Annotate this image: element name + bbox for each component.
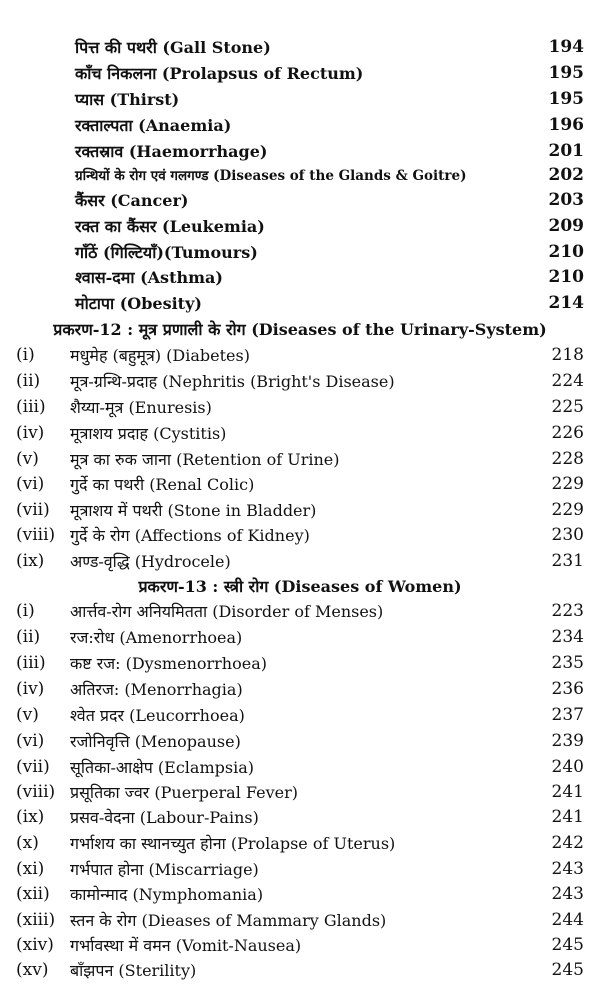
toc-entry [0, 239, 600, 264]
toc-entry [0, 471, 600, 496]
toc-entry [0, 446, 600, 471]
toc-entry [0, 138, 600, 163]
toc-entry-number: (ii) [16, 370, 41, 391]
toc-entry [0, 650, 600, 675]
toc-entry-number: (xiii) [16, 909, 56, 930]
toc-entry-page: 241 [551, 806, 584, 827]
toc-entry-title: मूत्र-ग्रन्थि-प्रदाह (Nephritis (Bright's Disease) [70, 371, 395, 391]
toc-entry [0, 86, 600, 111]
toc-entry-page: 228 [551, 448, 584, 469]
toc-entry [0, 342, 600, 367]
toc-entry-title: मोटापा (Obesity) [75, 293, 202, 313]
toc-entry-title: आर्त्तव-रोग अनियमितता (Disorder of Menses) [70, 601, 384, 621]
toc-entry-page: 195 [548, 62, 584, 83]
toc-entry [0, 804, 600, 829]
toc-entry-title: गुर्दे का पथरी (Renal Colic) [70, 474, 255, 494]
toc-entry-title: रजोनिवृत्ति (Menopause) [70, 731, 241, 751]
toc-entry-number: (ix) [16, 550, 45, 571]
toc-entry [0, 548, 600, 573]
toc-entry-title: मूत्राशय में पथरी (Stone in Bladder) [70, 500, 317, 520]
toc-entry [0, 957, 600, 982]
toc-entry-page: 231 [551, 550, 584, 571]
toc-entry-page: 234 [551, 626, 584, 647]
toc-entry [0, 290, 600, 315]
toc-entry-title: ग्रन्थियों के रोग एवं गलगण्ड (Diseases of the Glands & Goitre) [75, 167, 467, 184]
toc-entry-title: गाँठें (गिल्टियाँ)(Tumours) [75, 242, 258, 262]
toc-entry [0, 856, 600, 881]
toc-entry-page: 223 [551, 600, 584, 621]
toc-entry-page: 196 [548, 114, 584, 135]
toc-entry-number: (ix) [16, 806, 45, 827]
toc-entry-page: 244 [551, 909, 584, 930]
toc-entry-number: (ii) [16, 626, 41, 647]
toc-entry-number: (vii) [16, 756, 50, 777]
toc-entry-page: 224 [551, 370, 584, 391]
toc-entry-page: 243 [551, 858, 584, 879]
toc-entry-title: गर्भपात होना (Miscarriage) [70, 859, 259, 879]
toc-entry-number: (i) [16, 600, 35, 621]
toc-entry-number: (vi) [16, 473, 45, 494]
toc-entry-page: 210 [548, 241, 584, 262]
toc-entry-number: (vii) [16, 499, 50, 520]
toc-entry [0, 187, 600, 212]
toc-entry-title: गुर्दे के रोग (Affections of Kidney) [70, 525, 310, 545]
toc-entry-page: 229 [551, 473, 584, 494]
toc-entry-title: प्रसव-वेदना (Labour-Pains) [70, 807, 259, 827]
toc-entry-title: रक्त का कैंसर (Leukemia) [75, 216, 265, 236]
toc-entry-number: (xiv) [16, 934, 54, 955]
toc-entry [0, 907, 600, 932]
toc-entry [0, 598, 600, 623]
toc-entry-number: (viii) [16, 524, 56, 545]
toc-entry [0, 368, 600, 393]
toc-entry-title: मूत्राशय प्रदाह (Cystitis) [70, 423, 227, 443]
toc-entry-number: (v) [16, 448, 39, 469]
toc-entry [0, 420, 600, 445]
toc-entry-number: (iii) [16, 396, 46, 417]
toc-entry-page: 239 [551, 730, 584, 751]
toc-entry [0, 213, 600, 238]
toc-entry-page: 245 [551, 959, 584, 980]
toc-entry [0, 264, 600, 289]
toc-entry-page: 225 [551, 396, 584, 417]
toc-entry-page: 214 [548, 292, 584, 313]
toc-entry-page: 218 [551, 344, 584, 365]
toc-entry-title: मधुमेह (बहुमूत्र) (Diabetes) [70, 345, 250, 365]
toc-entry-title: पित्त की पथरी (Gall Stone) [75, 37, 271, 57]
toc-entry-title: प्यास (Thirst) [75, 89, 180, 109]
toc-entry-page: 209 [548, 215, 584, 236]
toc-entry [0, 932, 600, 957]
chapter-heading: प्रकरण-12 : मूत्र प्रणाली के रोग (Diseases of the Urinary-System) [53, 320, 547, 339]
toc-entry-number: (xi) [16, 858, 45, 879]
toc-entry-title: शैय्या-मूत्र (Enuresis) [70, 397, 212, 417]
toc-entry [0, 112, 600, 137]
toc-entry-title: रक्तस्राव (Haemorrhage) [75, 141, 268, 161]
toc-entry-page: 242 [551, 832, 584, 853]
toc-entry-number: (iv) [16, 678, 45, 699]
toc-entry [0, 522, 600, 547]
toc-entry-title: मूत्र का रुक जाना (Retention of Urine) [70, 449, 340, 469]
toc-entry-page: 236 [551, 678, 584, 699]
toc-entry-page: 229 [551, 499, 584, 520]
toc-entry-title: अण्ड-वृद्धि (Hydrocele) [70, 551, 231, 571]
toc-entry-number: (xii) [16, 883, 50, 904]
toc-entry-page: 235 [551, 652, 584, 673]
toc-entry [0, 497, 600, 522]
toc-entry-title: श्वेत प्रदर (Leucorrhoea) [70, 705, 245, 725]
toc-entry-page: 245 [551, 934, 584, 955]
toc-entry-page: 230 [551, 524, 584, 545]
toc-entry-title: गर्भाशय का स्थानच्युत होना (Prolapse of Uterus) [70, 833, 396, 853]
toc-entry-page: 203 [548, 189, 584, 210]
toc-entry-title: प्रसूतिका ज्वर (Puerperal Fever) [70, 782, 299, 802]
toc-entry-title: रज:रोध (Amenorrhoea) [70, 627, 243, 647]
toc-entry [0, 162, 600, 187]
toc-entry-number: (viii) [16, 781, 56, 802]
toc-entry-title: गर्भावस्था में वमन (Vomit-Nausea) [70, 935, 302, 955]
toc-entry-page: 226 [551, 422, 584, 443]
toc-entry-title: रक्ताल्पता (Anaemia) [75, 115, 232, 135]
toc-entry-number: (iii) [16, 652, 46, 673]
toc-entry-page: 202 [548, 164, 584, 185]
toc-entry [0, 34, 600, 59]
toc-entry [0, 881, 600, 906]
toc-entry-title: अतिरज: (Menorrhagia) [70, 679, 243, 699]
toc-entry-title: कैंसर (Cancer) [75, 190, 189, 210]
toc-entry-page: 210 [548, 266, 584, 287]
toc-entry-title: स्तन के रोग (Dieases of Mammary Glands) [70, 910, 387, 930]
toc-entry-title: बाँझपन (Sterility) [70, 960, 197, 980]
toc-entry-title: काँच निकलना (Prolapsus of Rectum) [75, 63, 364, 83]
toc-entry-number: (i) [16, 344, 35, 365]
toc-entry [0, 754, 600, 779]
toc-entry-title: कष्ट रज: (Dysmenorrhoea) [70, 653, 267, 673]
toc-entry-title: सूतिका-आक्षेप (Eclampsia) [70, 757, 254, 777]
toc-entry [0, 702, 600, 727]
toc-entry [0, 728, 600, 753]
toc-entry-title: कामोन्माद (Nymphomania) [70, 884, 264, 904]
toc-entry-page: 241 [551, 781, 584, 802]
toc-entry [0, 779, 600, 804]
toc-entry-number: (v) [16, 704, 39, 725]
toc-entry [0, 676, 600, 701]
toc-entry-page: 201 [548, 140, 584, 161]
toc-entry-page: 195 [548, 88, 584, 109]
toc-entry-title: श्वास-दमा (Asthma) [75, 267, 223, 287]
toc-entry-page: 243 [551, 883, 584, 904]
toc-entry-page: 240 [551, 756, 584, 777]
toc-entry [0, 830, 600, 855]
toc-entry [0, 624, 600, 649]
toc-entry-number: (iv) [16, 422, 45, 443]
toc-entry-page: 194 [548, 36, 584, 57]
chapter-heading: प्रकरण-13 : स्त्री रोग (Diseases of Women) [138, 577, 462, 596]
toc-entry [0, 60, 600, 85]
toc-entry-number: (x) [16, 832, 39, 853]
toc-entry-number: (vi) [16, 730, 45, 751]
toc-entry-page: 237 [551, 704, 584, 725]
toc-entry-number: (xv) [16, 959, 49, 980]
toc-entry [0, 394, 600, 419]
